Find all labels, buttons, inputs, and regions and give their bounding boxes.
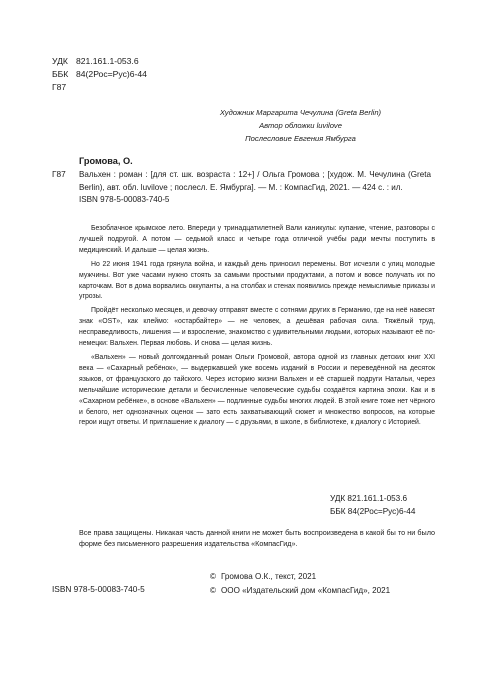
udk-value: 821.161.1-053.6	[76, 56, 139, 66]
copyright-sign: ©	[210, 572, 216, 581]
artist-credit: Художник Маргарита Чечулина (Greta Berlin)	[219, 108, 382, 117]
bbk-repeat: ББК 84(2Рос=Рус)6-44	[330, 507, 416, 516]
copyright-block	[210, 570, 390, 597]
cover-credit: Автор обложки luvilove	[259, 121, 342, 130]
rights-notice: Все права защищены. Никакая часть данной книги не может быть воспроизведена в какой бы то ни было форме без письменного разрешения издательства «КомпасГид».	[79, 528, 435, 548]
author-heading: Громова, О.	[79, 156, 133, 166]
classification-block	[52, 55, 147, 94]
bib-code: Г87	[52, 169, 66, 179]
author-sign-code: Г87	[52, 82, 67, 92]
udk-label: УДК	[52, 56, 68, 66]
annotation-paragraph: Пройдёт несколько месяцев, и девочку отправят вместе с сотнями других в Германию, где на неё навесят знак «OST», как клеймо: «остарбайтер» — не человек, а дешёвая рабочая сила. Тяжёлый труд, несправедливость, лишения — и взросление, знакомство с удивительными людьми, которых называют её по-немецки: Вальхен. Первая любовь. И снова — целая жизнь.	[79, 307, 435, 348]
bibliographic-entry	[79, 169, 431, 207]
copyright-sign: ©	[210, 585, 216, 595]
copyright-author: Громова О.К., текст, 2021	[221, 572, 317, 581]
annotation-paragraph: Но 22 июня 1941 года грянула война, и каждый день приносил перемены. Вот исчезли с улиц молодые мужчины. Вот уже часами нужно стоять за самыми простыми продуктами, а потом и вовсе получать их по карточкам. Вот в дома ворвались оккупанты, а на столбах и стенах появились прежде немыслимые приказы и угрозы.	[79, 260, 435, 301]
credits	[0, 106, 481, 145]
isbn-bottom: ISBN 978-5-00083-740-5	[52, 584, 145, 594]
classification-repeat	[330, 492, 415, 518]
bib-description: Вальхен : роман : [для ст. шк. возраста : 12+] / Ольга Громова ; [худож. М. Чечулина (Greta Berlin), авт. обл. luvilove ; послесл. Е. Ямбурга]. — М. : КомпасГид, 2021. — 424 с. : ил.	[79, 170, 431, 192]
udk-repeat: УДК 821.161.1-053.6	[330, 494, 408, 503]
annotation	[79, 224, 435, 429]
bbk-label: ББК	[52, 69, 69, 79]
copyright-publisher: ООО «Издательский дом «КомпасГид», 2021	[221, 585, 391, 595]
afterword-credit: Послесловие Евгения Ямбурга	[245, 134, 356, 143]
annotation-paragraph: Безоблачное крымское лето. Впереди у тринадцатилетней Вали каникулы: купание, чтение, разговоры с лучшей подругой. А потом — седьмой класс и четыре года отличной учёбы ради мечты поступить в медицинский. И дальше — целая жизнь.	[79, 225, 435, 254]
bbk-value: 84(2Рос=Рус)6-44	[76, 69, 147, 79]
annotation-paragraph: «Вальхен» — новый долгожданный роман Ольги Громовой, автора одной из главных детских книг XXI века — «Сахарный ребёнок», — выдержавшей уже восемь изданий в России и переведённой на десяток языков, от французского до тайского. Через историю жизни Вальхен и её старшей подруги Натальи, через мельчайшие исторические детали и бесчисленные человеческие судьбы создаётся картина эпохи. Как и в «Сахарном ребёнке», в основе «Вальхен» — подлинные судьбы многих людей. В этой книге тоже нет чёрного и белого, нет однозначных оценок — зато есть захватывающий сюжет и множество вопросов, на которые герои ищут ответы. И приглашение к диалогу — с друзьями, в школе, в библиотеке, к диалогу с Историей.	[79, 353, 435, 427]
bib-isbn: ISBN 978-5-00083-740-5	[79, 195, 170, 205]
